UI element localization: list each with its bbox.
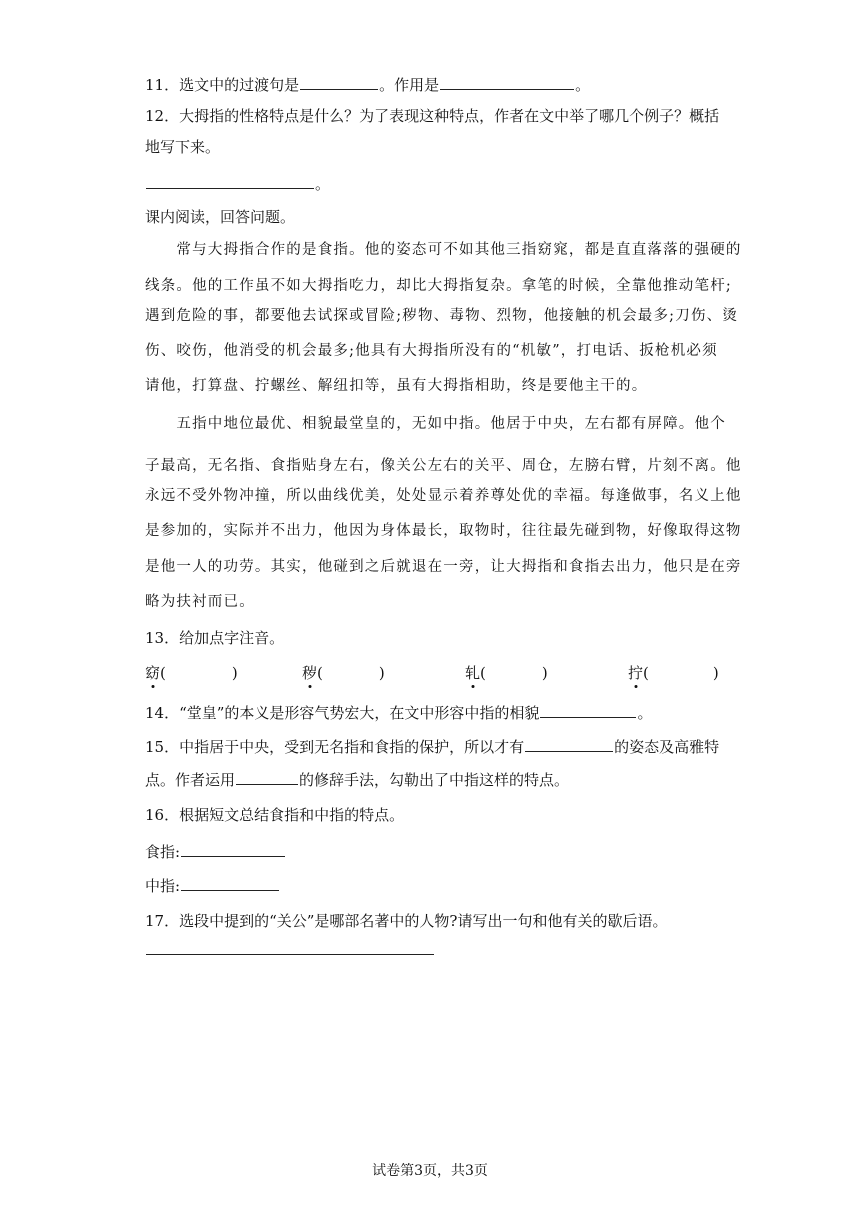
- passage2-line-6: 略为扶衬而已。: [145, 594, 255, 610]
- paren-open: (: [480, 664, 486, 682]
- pinyin-item-1: [145, 663, 238, 683]
- pinyin-item-4: [628, 663, 719, 683]
- pinyin-blank-1[interactable]: [167, 664, 231, 678]
- q15-text-c: 点。作者运用: [145, 771, 236, 789]
- question-12-line1: 12．大拇指的性格特点是什么？为了表现这种特点，作者在文中举了哪几个例子？概括: [145, 107, 720, 125]
- paren-close: ): [712, 664, 719, 682]
- pinyin-item-3: [465, 663, 548, 683]
- paren-open: (: [643, 664, 649, 682]
- q14-blank[interactable]: [540, 703, 636, 718]
- paren-close: ): [378, 664, 385, 682]
- passage1-line-1: [145, 240, 742, 260]
- passage1-line-3: 遇到危险的事，都要他去试探或冒险;秽物、毒物、烈物，他接触的机会最多;刀伤、烫: [145, 308, 739, 324]
- passage2-line-3: 永远不受外物冲撞，所以曲线优美，处处显示着养尊处优的幸福。每逢做事，名义上他: [145, 488, 742, 504]
- q11-text-a: 11．选文中的过渡句是: [145, 76, 300, 94]
- question-11: [145, 75, 590, 95]
- dotted-char: 秽: [302, 664, 318, 682]
- passage2-line-4: 是参加的，实际并不出力，他因为身体最长，取物时，往往最先碰到物，好像取得这物: [145, 523, 742, 539]
- q16-label-index: 食指:: [145, 843, 181, 861]
- question-17-title: 17．选段中提到的“关公”是哪部名著中的人物?请写出一句和他有关的歇后语。: [145, 912, 668, 930]
- passage1-line-2: 线条。他的工作虽不如大拇指吃力，却比大拇指复杂。拿笔的时候，全靠他推动笔杆;: [145, 278, 732, 294]
- q15-text-d: 的修辞手法，勾勒出了中指这样的特点。: [299, 771, 570, 789]
- q11-text-c: 。: [575, 76, 591, 94]
- q11-text-b: 。作用是: [379, 76, 440, 94]
- dotted-char: 轧: [465, 664, 481, 682]
- q16-label-middle: 中指:: [145, 877, 181, 895]
- q17-blank-answer[interactable]: [146, 940, 434, 955]
- question-16-title: 16．根据短文总结食指和中指的特点。: [145, 806, 405, 824]
- q11-blank-function[interactable]: [440, 75, 574, 90]
- passage1-text-1: 常与大拇指合作的是食指。他的姿态可不如其他三指窈窕，都是直直落落的强硬的: [145, 242, 742, 258]
- dotted-char: 拧: [628, 664, 644, 682]
- passage2-line-1: 五指中地位最优、相貌最堂皇的，无如中指。他居于中央，左右都有屏障。他个: [145, 416, 726, 432]
- pinyin-blank-3[interactable]: [487, 664, 541, 678]
- paren-close: ): [541, 664, 548, 682]
- q11-blank-sentence[interactable]: [300, 75, 378, 90]
- q16-index-finger: [145, 842, 286, 862]
- question-12-line2: 地写下来。: [145, 138, 221, 156]
- q12-blank-answer[interactable]: [146, 174, 314, 189]
- question-15-line1: [145, 737, 719, 757]
- page-footer: 试卷第3页，共3页: [372, 1163, 488, 1179]
- passage2-line-5: 是他一人的功劳。其实，他碰到之后就退在一旁，让大拇指和食指去出力，他只是在旁: [145, 559, 742, 575]
- q15-text-b: 的姿态及高雅特: [614, 738, 720, 756]
- q14-text-b: 。: [637, 704, 653, 722]
- section-title: 课内阅读，回答问题。: [145, 208, 296, 226]
- pinyin-blank-2[interactable]: [324, 664, 378, 678]
- q16-blank-index[interactable]: [181, 842, 285, 857]
- dotted-char: 窈: [145, 664, 161, 682]
- passage2-line-2: 子最高，无名指、食指贴身左右，像关公左右的关平、周仓，左膀右臂，片刻不离。他: [145, 458, 742, 474]
- question-14: [145, 703, 652, 723]
- paren-close: ): [231, 664, 238, 682]
- pinyin-blank-4[interactable]: [650, 664, 712, 678]
- q17-answer: [145, 940, 435, 960]
- q16-blank-middle[interactable]: [181, 876, 279, 891]
- q16-middle-finger: [145, 876, 280, 896]
- question-13-title: 13．给加点字注音。: [145, 629, 285, 647]
- passage1-line-4: 伤、咬伤，他消受的机会最多;他具有大拇指所没有的“机敏”，打电话、扳枪机必须: [145, 343, 718, 359]
- q15-text-a: 15．中指居于中央，受到无名指和食指的保护，所以才有: [145, 738, 525, 756]
- pinyin-item-2: [302, 663, 385, 683]
- passage1-line-5: 请他，打算盘、拧螺丝、解纽扣等，虽有大拇指相助，终是要他主干的。: [145, 378, 648, 394]
- q14-text-a: 14．“堂皇”的本义是形容气势宏大，在文中形容中指的相貌: [145, 704, 540, 722]
- question-12-answer: [145, 174, 330, 194]
- q15-blank-rhetoric[interactable]: [236, 770, 298, 785]
- paren-open: (: [160, 664, 166, 682]
- q12-tail: 。: [315, 175, 331, 193]
- q15-blank-posture[interactable]: [525, 737, 613, 752]
- paren-open: (: [317, 664, 323, 682]
- question-15-line2: [145, 770, 569, 790]
